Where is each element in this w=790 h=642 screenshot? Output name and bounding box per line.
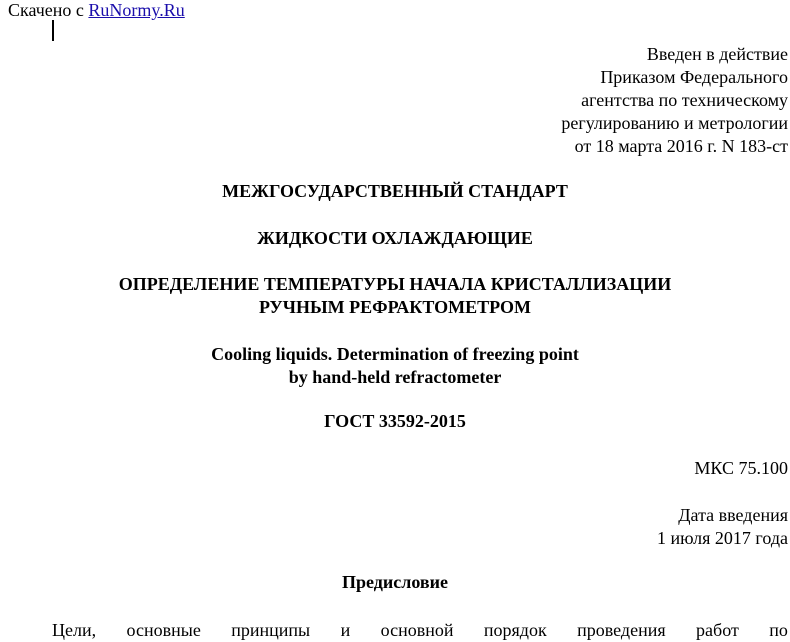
foreword-first-line <box>52 619 788 642</box>
standard-type: МЕЖГОСУДАРСТВЕННЫЙ СТАНДАРТ <box>222 181 568 201</box>
source-line <box>8 0 185 22</box>
word: принципы <box>231 620 311 640</box>
effective-date <box>657 504 788 550</box>
effective-date-value: 1 июля 2017 года <box>657 528 788 548</box>
mks-code: МКС 75.100 <box>694 458 788 478</box>
text-cursor <box>52 20 54 41</box>
decree-line: регулированию и метрологии <box>561 113 788 133</box>
word: работ <box>696 620 739 640</box>
decree-line: агентства по техническому <box>581 90 788 110</box>
word: порядок <box>483 620 547 640</box>
decree-block <box>561 43 788 158</box>
document-subtitle <box>0 273 790 319</box>
english-title-line: Cooling liquids. Determination of freezing point <box>211 344 579 364</box>
document-title: ЖИДКОСТИ ОХЛАЖДАЮЩИЕ <box>257 228 533 248</box>
decree-line: Приказом Федерального <box>600 67 788 87</box>
subtitle-line: РУЧНЫМ РЕФРАКТОМЕТРОМ <box>259 297 531 317</box>
english-title <box>0 343 790 389</box>
decree-line: Введен в действие <box>646 44 788 64</box>
source-prefix: Скачено с <box>8 0 84 20</box>
gost-designation: ГОСТ 33592-2015 <box>324 411 466 431</box>
english-title-line: by hand-held refractometer <box>288 367 502 387</box>
word: основной <box>380 620 454 640</box>
word: по <box>769 620 788 640</box>
word: Цели, <box>52 620 97 640</box>
decree-line: от 18 марта 2016 г. N 183-ст <box>574 136 788 156</box>
effective-date-label: Дата введения <box>678 505 788 525</box>
word: проведения <box>577 620 666 640</box>
runormy-link[interactable]: RuNormy.Ru <box>88 0 185 20</box>
word: основные <box>126 620 201 640</box>
foreword-heading: Предисловие <box>342 572 448 592</box>
subtitle-line: ОПРЕДЕЛЕНИЕ ТЕМПЕРАТУРЫ НАЧАЛА КРИСТАЛЛИЗАЦИИ <box>118 274 672 294</box>
word: и <box>340 620 351 640</box>
